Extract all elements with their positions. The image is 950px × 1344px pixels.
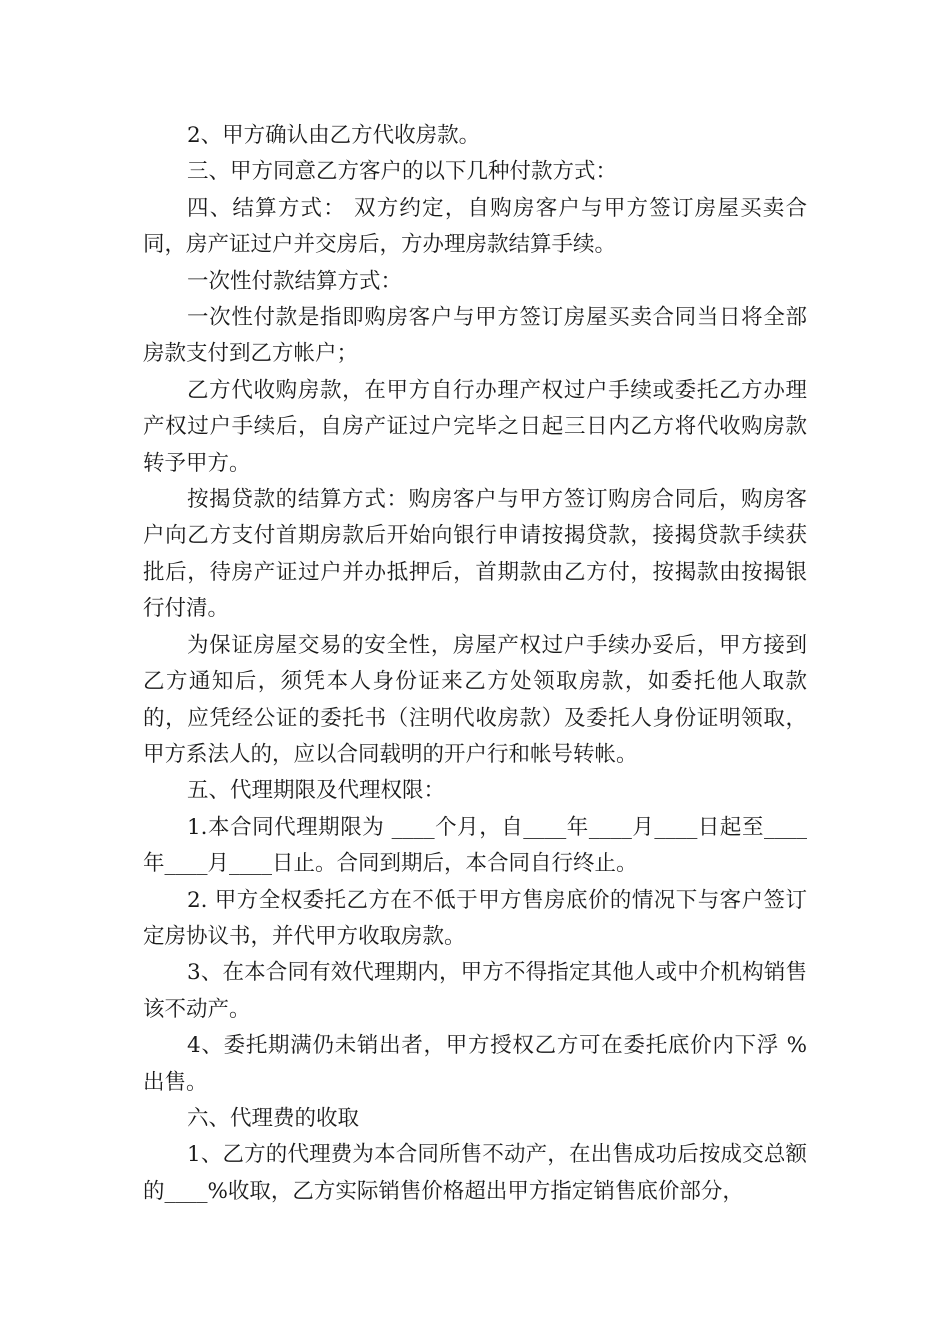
paragraph-5: 一次性付款是指即购房客户与甲方签订房屋买卖合同当日将全部房款支付到乙方帐户；: [143, 305, 807, 367]
paragraph-8: 为保证房屋交易的安全性，房屋产权过户手续办妥后，甲方接到乙方通知后，须凭本人身份证来乙方处领取房款，如委托他人取款的，应凭经公证的委托书（注明代收房款）及委托人身份证明领取，甲方系法人的，应以合同载明的开户行和帐号转帐。: [143, 632, 807, 767]
paragraph-15: 1、乙方的代理费为本合同所售不动产，在出售成功后按成交总额的____%收取，乙方实际销售价格超出甲方指定销售底价部分，: [143, 1142, 807, 1204]
paragraph-11: 2. 甲方全权委托乙方在不低于甲方售房底价的情况下与客户签订定房协议书，并代甲方收取房款。: [143, 887, 807, 949]
paragraph-10: 1.本合同代理期限为 ____个月，自____年____月____日起至____年____月____日止。合同到期后，本合同自行终止。: [143, 814, 807, 877]
paragraph-1: 2、甲方确认由乙方代收房款。: [187, 123, 481, 148]
document-body: [143, 118, 807, 1210]
paragraph-4: 一次性付款结算方式：: [187, 268, 403, 294]
paragraph-6: 乙方代收购房款，在甲方自行办理产权过户手续或委托乙方办理产权过户手续后，自房产证过户完毕之日起三日内乙方将代收购房款转予甲方。: [143, 377, 807, 476]
paragraph-2: 三、甲方同意乙方客户的以下几种付款方式：: [187, 159, 618, 185]
paragraph-3: 四、结算方式： 双方约定，自购房客户与甲方签订房屋买卖合同，房产证过户并交房后，方办理房款结算手续。: [143, 195, 807, 258]
paragraph-13: 4、委托期满仍未销出者，甲方授权乙方可在委托底价内下浮 %出售。: [143, 1033, 807, 1095]
paragraph-14: 六、代理费的收取: [187, 1105, 360, 1131]
paragraph-12: 3、在本合同有效代理期内，甲方不得指定其他人或中介机构销售该不动产。: [143, 960, 807, 1022]
paragraph-9: 五、代理期限及代理权限：: [187, 778, 446, 804]
paragraph-7: 按揭贷款的结算方式：购房客户与甲方签订购房合同后，购房客户向乙方支付首期房款后开始向银行申请按揭贷款，接揭贷款手续获批后，待房产证过户并办抵押后，首期款由乙方付，按揭款由按揭银行付清。: [143, 487, 807, 622]
